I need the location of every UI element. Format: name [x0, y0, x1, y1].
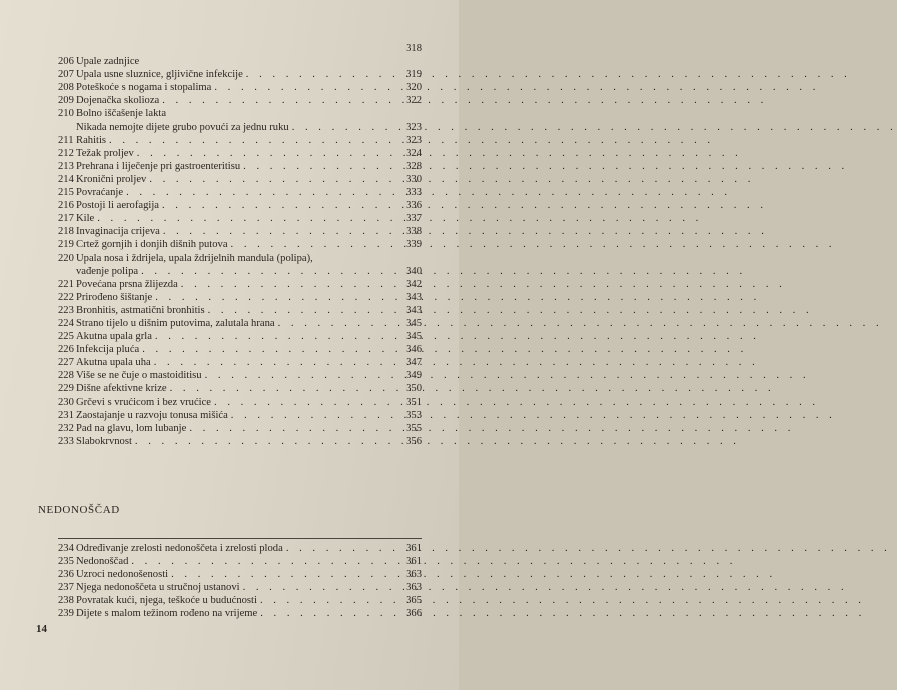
entry-title: Uzroci nedonošenosti — [76, 569, 169, 581]
entry-page: 356 — [406, 435, 422, 447]
entry-title: Kile — [76, 213, 95, 225]
entry-number: 212 — [58, 147, 74, 159]
entry-title: Crtež gornjih i donjih dišnih putova — [76, 239, 228, 251]
entry-number: 216 — [58, 200, 74, 212]
dot-leader — [163, 225, 395, 238]
toc-entry — [58, 160, 422, 173]
entry-title: Slabokrvnost — [76, 435, 132, 447]
entry-page: 351 — [406, 396, 422, 408]
entry-number: 217 — [58, 213, 74, 225]
dot-leader — [231, 238, 395, 251]
dot-leader — [155, 291, 395, 304]
entry-page: 345 — [406, 331, 422, 343]
toc-entry — [58, 173, 422, 186]
entry-title: Upala usne sluznice, gljivične infekcije — [76, 69, 243, 81]
entry-title: Infekcija pluća — [76, 344, 140, 356]
entry-number: 209 — [58, 95, 74, 107]
entry-page: 338 — [406, 226, 422, 238]
entry-number: 223 — [58, 304, 74, 316]
entry-page: 323 — [406, 121, 422, 133]
entry-page: 355 — [406, 422, 422, 434]
entry-number: 215 — [58, 187, 74, 199]
toc-entry — [58, 55, 422, 68]
dot-leader — [243, 581, 395, 594]
entry-number: 225 — [58, 331, 74, 343]
dot-leader — [208, 304, 395, 317]
entry-number: 235 — [58, 556, 74, 568]
dot-leader — [205, 369, 395, 382]
entry-title: Upale zadnjice — [76, 56, 140, 68]
toc-entry — [58, 147, 422, 160]
entry-number: 207 — [58, 69, 74, 81]
toc-entry — [58, 265, 422, 278]
entry-title: Nedonoščad — [76, 556, 129, 568]
entry-number: 232 — [58, 422, 74, 434]
dot-leader — [155, 330, 395, 343]
entry-title: Invaginacija crijeva — [76, 226, 160, 238]
entry-number: 233 — [58, 435, 74, 447]
entry-title: Zaostajanje u razvoju tonusa mišića — [76, 409, 228, 421]
entry-title: vađenje polipa — [76, 265, 139, 277]
dot-leader — [141, 265, 395, 278]
entry-title: Grčevi s vrućicom i bez vrućice — [76, 396, 212, 408]
toc-entry — [58, 107, 422, 120]
dot-leader — [135, 435, 395, 448]
dot-leader — [214, 396, 395, 409]
toc-entry — [58, 542, 422, 555]
toc-entry — [58, 212, 422, 225]
entry-number: 219 — [58, 239, 74, 251]
toc-entry — [58, 199, 422, 212]
entry-page: 319 — [406, 69, 422, 81]
entry-title: Njega nedonoščeta u stručnoj ustanovi — [76, 582, 240, 594]
entry-number: 231 — [58, 409, 74, 421]
toc-entry — [58, 356, 422, 369]
entry-page: 336 — [406, 200, 422, 212]
entry-page: 350 — [406, 383, 422, 395]
toc-entry — [58, 291, 422, 304]
entry-page: 323 — [406, 134, 422, 146]
dot-leader — [231, 409, 395, 422]
entry-title: Nikada nemojte dijete grubo povući za jednu ruku — [76, 121, 289, 133]
entry-page: 347 — [406, 357, 422, 369]
entry-number: 226 — [58, 344, 74, 356]
entry-page: 320 — [406, 82, 422, 94]
toc-entry — [58, 317, 422, 330]
entry-number: 236 — [58, 569, 74, 581]
entry-number: 224 — [58, 317, 74, 329]
entry-title: Bolno iščašenje lakta — [76, 108, 167, 120]
section-heading: NEDONOŠČAD — [38, 504, 120, 516]
entry-title: Dojenačka skolioza — [76, 95, 160, 107]
entry-number: 228 — [58, 370, 74, 382]
entry-title: Težak proljev — [76, 147, 134, 159]
toc-entry — [58, 568, 422, 581]
dot-leader — [137, 147, 395, 160]
entry-page: 353 — [406, 409, 422, 421]
dot-leader — [109, 134, 395, 147]
dot-leader — [246, 68, 395, 81]
entry-title: Kronični proljev — [76, 173, 147, 185]
entry-number: 227 — [58, 357, 74, 369]
entry-number: 211 — [58, 134, 74, 146]
entry-number: 234 — [58, 543, 74, 554]
entry-title: Bronhitis, astmatični bronhitis — [76, 304, 205, 316]
entry-title: Upala nosa i ždrijela, upala ždrijelnih mandula (polipa), — [76, 252, 313, 264]
entry-number: 218 — [58, 226, 74, 238]
entry-page: 322 — [406, 95, 422, 107]
entry-number: 213 — [58, 160, 74, 172]
entry-title: Prirođeno šištanje — [76, 291, 153, 303]
toc-entry — [58, 382, 422, 395]
toc-entry — [58, 134, 422, 147]
dot-leader — [154, 356, 395, 369]
entry-title: Povraćanje — [76, 187, 124, 199]
dot-leader — [181, 278, 395, 291]
entry-number: 239 — [58, 608, 74, 620]
entry-title: Povratak kući, njega, teškoće u budućnosti — [76, 595, 257, 607]
entry-title: Prehrana i liječenje pri gastroenteritisu — [76, 160, 241, 172]
entry-page: 333 — [406, 187, 422, 199]
entry-title: Dišne afektivne krize — [76, 383, 167, 395]
dot-leader — [292, 121, 395, 134]
entry-title: Strano tijelo u dišnim putovima, zalutala hrana — [76, 317, 275, 329]
toc-entry — [58, 422, 422, 435]
entry-page: 328 — [406, 160, 422, 172]
entry-page: 365 — [406, 595, 422, 607]
dot-leader — [162, 94, 395, 107]
entry-page: 349 — [406, 370, 422, 382]
toc-entry — [58, 68, 422, 81]
toc-entry — [58, 409, 422, 422]
toc-entry — [58, 343, 422, 356]
entry-number: 214 — [58, 173, 74, 185]
entry-page: 363 — [406, 569, 422, 581]
dot-leader — [278, 317, 395, 330]
entry-number: 230 — [58, 396, 74, 408]
toc-entry — [58, 94, 422, 107]
toc-entry — [58, 252, 422, 265]
entry-title: Određivanje zrelosti nedonoščeta i zrelosti ploda — [76, 543, 283, 554]
toc-entry — [58, 304, 422, 317]
entry-number: 221 — [58, 278, 74, 290]
entry-title: Pad na glavu, lom lubanje — [76, 422, 187, 434]
dot-leader — [97, 212, 395, 225]
toc-entry — [58, 555, 422, 568]
table-of-contents-section-2 — [58, 542, 422, 621]
toc-entry — [58, 330, 422, 343]
entry-page: 363 — [406, 582, 422, 594]
entry-page: 366 — [406, 608, 422, 620]
entry-page: 346 — [406, 344, 422, 356]
dot-leader — [162, 199, 395, 212]
section-divider — [58, 538, 422, 539]
entry-number: 237 — [58, 582, 74, 594]
entry-page: 337 — [406, 213, 422, 225]
entry-page: 343 — [406, 291, 422, 303]
dot-leader — [189, 422, 395, 435]
entry-title: Postoji li aerofagija — [76, 200, 159, 212]
entry-title: Akutna upala grla — [76, 331, 152, 343]
toc-entry — [58, 225, 422, 238]
entry-number: 220 — [58, 252, 74, 264]
toc-entry — [58, 396, 422, 409]
entry-page: 318 — [406, 43, 422, 54]
dot-leader — [149, 173, 395, 186]
entry-title: Dijete s malom težinom rođeno na vrijeme — [76, 608, 258, 620]
entry-title: Rahitis — [76, 134, 107, 146]
dot-leader — [170, 382, 395, 395]
toc-entry — [58, 186, 422, 199]
toc-entry — [58, 278, 422, 291]
dot-leader — [126, 186, 395, 199]
page-number: 14 — [36, 623, 47, 635]
dot-leader — [260, 607, 395, 620]
dot-leader — [131, 555, 395, 568]
entry-page: 343 — [406, 304, 422, 316]
toc-entry — [58, 435, 422, 448]
dot-leader — [214, 81, 395, 94]
toc-entry — [58, 594, 422, 607]
entry-title: Akutna upala uha — [76, 357, 151, 369]
entry-page: 361 — [406, 556, 422, 568]
toc-entry — [58, 238, 422, 251]
entry-number: 222 — [58, 291, 74, 303]
entry-page: 324 — [406, 147, 422, 159]
toc-entry — [58, 121, 422, 134]
entry-number: 229 — [58, 383, 74, 395]
dot-leader — [286, 542, 395, 555]
entry-number: 208 — [58, 82, 74, 94]
entry-number: 210 — [58, 108, 74, 120]
toc-entry — [58, 81, 422, 94]
entry-page: 361 — [406, 543, 422, 554]
entry-page: 342 — [406, 278, 422, 290]
table-of-contents — [58, 42, 422, 448]
entry-title: Povećana prsna žlijezda — [76, 278, 178, 290]
dot-leader — [260, 594, 395, 607]
toc-entry — [58, 369, 422, 382]
entry-number: 206 — [58, 56, 74, 68]
toc-entry — [58, 42, 422, 55]
entry-number: 238 — [58, 595, 74, 607]
dot-leader — [171, 568, 395, 581]
entry-page: 330 — [406, 173, 422, 185]
entry-page: 340 — [406, 265, 422, 277]
toc-entry — [58, 607, 422, 620]
entry-page: 339 — [406, 239, 422, 251]
entry-title: Više se ne čuje o mastoiditisu — [76, 370, 202, 382]
toc-entry — [58, 581, 422, 594]
dot-leader — [142, 343, 395, 356]
entry-title: Poteškoće s nogama i stopalima — [76, 82, 212, 94]
entry-page: 345 — [406, 317, 422, 329]
dot-leader — [243, 160, 395, 173]
